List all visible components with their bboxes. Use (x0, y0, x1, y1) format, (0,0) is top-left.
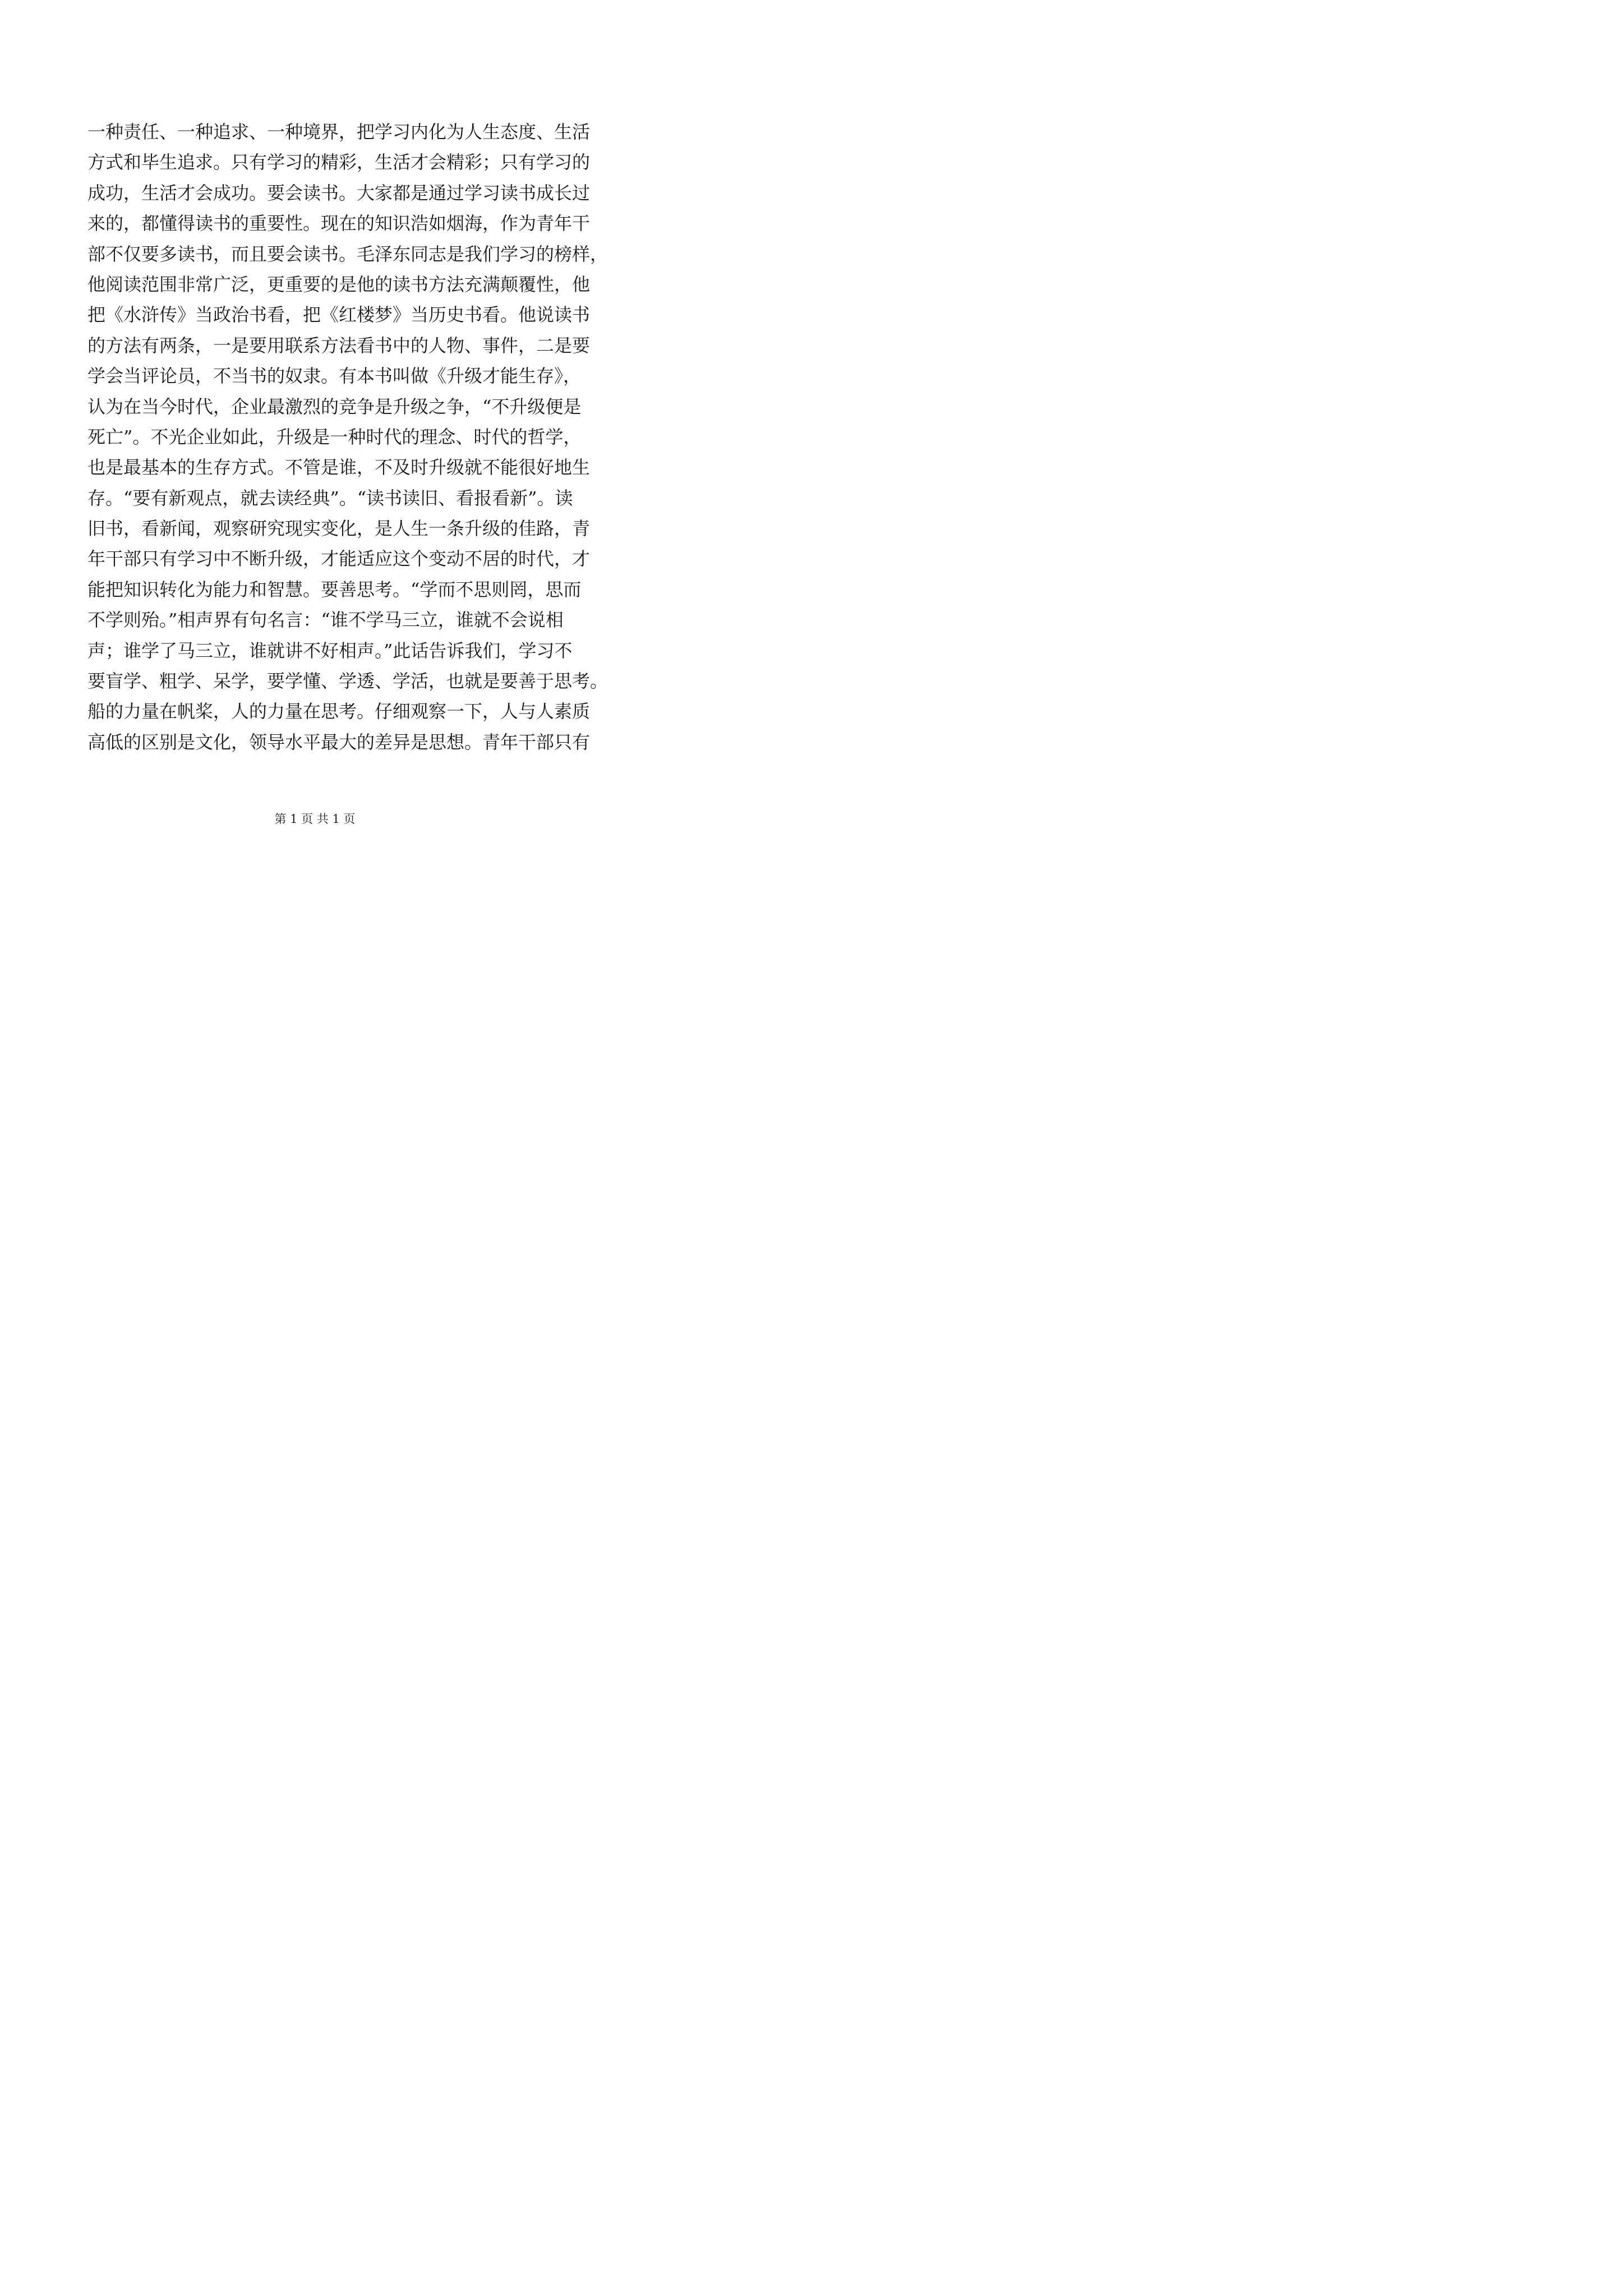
text-line: 认为在当今时代，企业最激烈的竞争是升级之争，“不升级便是 (87, 395, 582, 417)
text-line: 部不仅要多读书，而且要会读书。毛泽东同志是我们学习的榜样， (87, 243, 608, 265)
text-line: 的方法有两条，一是要用联系方法看书中的人物、事件，二是要 (87, 334, 591, 356)
text-line: 声；谁学了马三立，谁就讲不好相声。”此话告诉我们，学习不 (87, 639, 573, 661)
text-line: 他阅读范围非常广泛，更重要的是他的读书方法充满颠覆性，他 (87, 273, 591, 295)
text-line: 要盲学、粗学、呆学，要学懂、学透、学活，也就是要善于思考。 (87, 670, 608, 692)
text-line: 不学则殆。”相声界有句名言：“谁不学马三立，谁就不会说相 (87, 609, 564, 631)
text-line: 死亡”。不光企业如此，升级是一种时代的理念、时代的哲学， (87, 426, 582, 448)
text-line: 高低的区别是文化，领导水平最大的差异是思想。青年干部只有 (87, 731, 591, 753)
page-footer: 第 1 页 共 1 页 (274, 812, 356, 826)
text-line: 旧书，看新闻，观察研究现实变化，是人生一条升级的佳路，青 (87, 518, 591, 540)
text-line: 来的，都懂得读书的重要性。现在的知识浩如烟海，作为青年干 (87, 213, 591, 234)
document-page (0, 0, 630, 891)
text-line: 船的力量在帆桨，人的力量在思考。仔细观察一下，人与人素质 (87, 701, 591, 723)
text-line: 也是最基本的生存方式。不管是谁，不及时升级就不能很好地生 (87, 457, 591, 478)
text-line: 把《水浒传》当政治书看，把《红楼梦》当历史书看。他说读书 (87, 304, 591, 326)
body-text (87, 117, 608, 757)
text-line: 学会当评论员，不当书的奴隶。有本书叫做《升级才能生存》， (87, 365, 582, 387)
text-line: 存。“要有新观点，就去读经典”。“读书读旧、看报看新”。读 (87, 487, 573, 509)
text-line: 成功，生活才会成功。要会读书。大家都是通过学习读书成长过 (87, 182, 591, 204)
text-line: 能把知识转化为能力和智慧。要善思考。“学而不思则罔，思而 (87, 578, 582, 600)
text-line: 一种责任、一种追求、一种境界，把学习内化为人生态度、生活 (87, 121, 591, 142)
text-line: 年干部只有学习中不断升级，才能适应这个变动不居的时代，才 (87, 548, 591, 570)
text-line: 方式和毕生追求。只有学习的精彩，生活才会精彩；只有学习的 (87, 151, 591, 173)
